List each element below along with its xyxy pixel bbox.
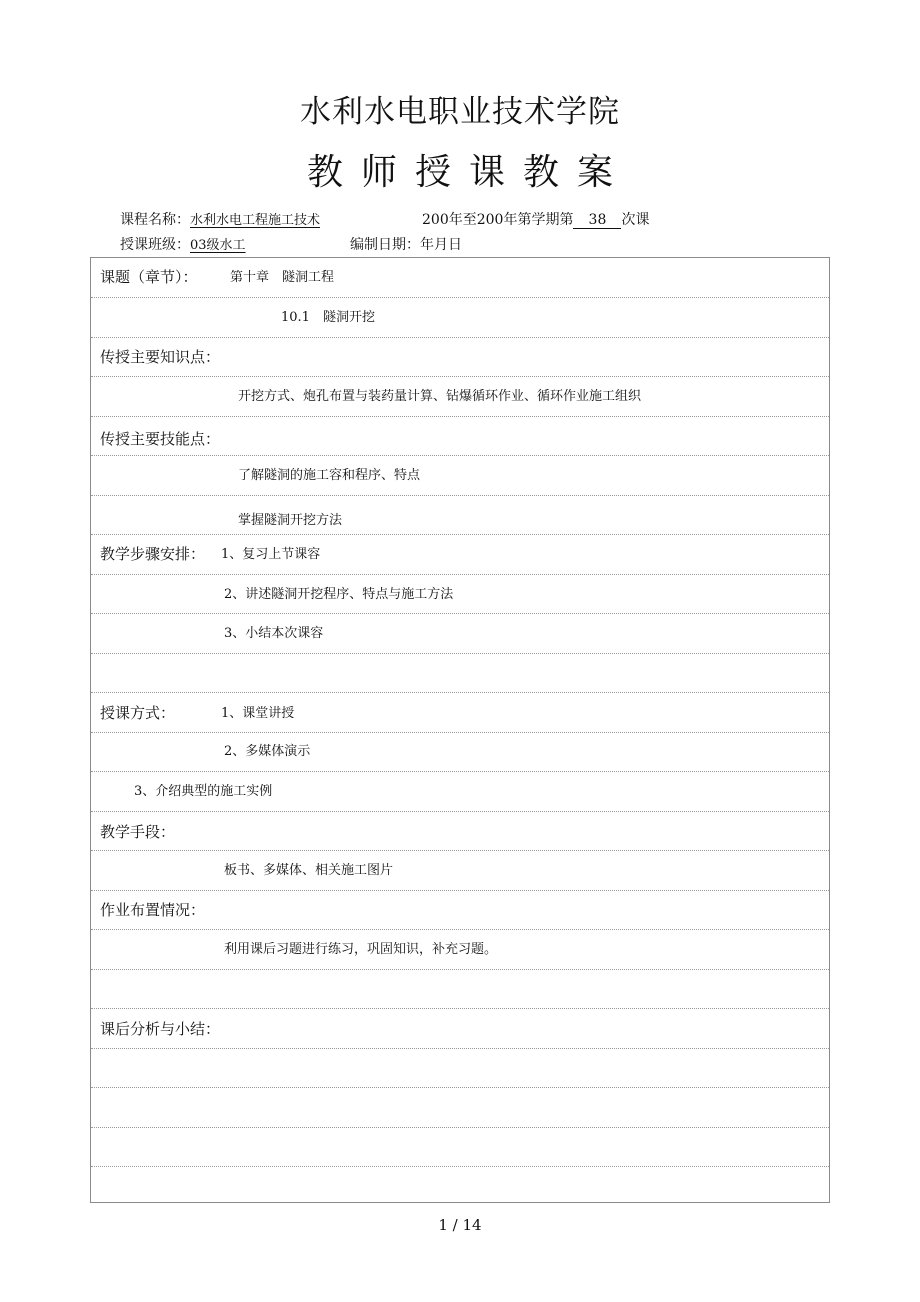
course-name-label: 课程名称： <box>120 212 190 228</box>
table-row-means-label <box>91 811 829 850</box>
skill-item-2: 掌握隧洞开挖方法 <box>238 513 343 528</box>
steps-label: 教学步骤安排： <box>100 545 206 563</box>
document-title: 教师授课教案 <box>306 152 631 193</box>
means-label: 教学手段： <box>100 823 176 841</box>
table-row-step-2 <box>91 574 829 613</box>
table-row-method <box>91 692 829 732</box>
course-name-value: 水利水电工程施工技术 <box>190 213 321 228</box>
table-row-empty <box>91 1087 829 1127</box>
date-label: 编制日期： <box>350 237 420 253</box>
class-line <box>120 235 246 256</box>
method-item-3: 3、介绍典型的施工实例 <box>134 784 273 799</box>
table-row-method-3 <box>91 771 829 811</box>
table-row-method-2 <box>91 732 829 771</box>
summary-label: 课后分析与小结： <box>100 1020 221 1038</box>
topic-chapter: 第十章 隧洞工程 <box>230 270 335 285</box>
topic-section: 10.1 隧洞开挖 <box>281 310 375 325</box>
knowledge-text: 开挖方式、炮孔布置与装药量计算、钻爆循环作业、循环作业施工组织 <box>238 389 642 404</box>
table-row-empty <box>91 653 829 692</box>
step-item-2: 2、讲述隧洞开挖程序、特点与施工方法 <box>224 587 454 602</box>
lesson-number: 38 <box>573 212 621 229</box>
lesson-plan-table <box>90 257 830 1203</box>
table-row-skill-label <box>91 416 829 455</box>
skill-item-1: 了解隧洞的施工容和程序、特点 <box>238 468 421 483</box>
class-value: 03级水工 <box>190 238 246 253</box>
table-row-homework-label <box>91 890 829 929</box>
table-row-means <box>91 850 829 890</box>
date-line <box>350 235 462 255</box>
class-label: 授课班级： <box>120 237 190 253</box>
lesson-suffix: 次课 <box>621 212 650 228</box>
table-row-empty <box>91 1127 829 1166</box>
method-item-1: 1、课堂讲授 <box>221 706 295 721</box>
term-text: 200年至200年第学期第 <box>422 212 574 228</box>
page-indicator: 1 / 14 <box>438 1216 482 1234</box>
step-item-1: 1、复习上节课容 <box>221 547 321 562</box>
table-row-skill-2 <box>91 495 829 534</box>
date-value: 年月日 <box>420 237 462 253</box>
homework-text: 利用课后习题进行练习，巩固知识，补充习题。 <box>224 942 498 957</box>
knowledge-label: 传授主要知识点： <box>100 348 221 366</box>
table-row-step-3 <box>91 613 829 653</box>
step-item-3: 3、小结本次课容 <box>224 626 324 641</box>
method-label: 授课方式： <box>100 704 176 722</box>
table-row-steps <box>91 534 829 574</box>
table-row-section <box>91 297 829 337</box>
table-row-homework <box>91 929 829 969</box>
method-item-2: 2、多媒体演示 <box>224 744 311 759</box>
skill-label: 传授主要技能点： <box>100 430 221 448</box>
table-row-skill-1 <box>91 455 829 495</box>
table-row-empty <box>91 1048 829 1087</box>
table-row-knowledge <box>91 376 829 416</box>
table-row-summary-label <box>91 1008 829 1048</box>
topic-label: 课题（章节）： <box>100 268 198 286</box>
means-text: 板书、多媒体、相关施工图片 <box>224 863 394 878</box>
table-row-empty <box>91 969 829 1008</box>
institution-title: 水利水电职业技术学院 <box>300 94 620 130</box>
homework-label: 作业布置情况： <box>100 901 206 919</box>
course-name-line <box>120 210 320 231</box>
table-row-knowledge-label <box>91 337 829 376</box>
table-row-topic <box>91 258 829 297</box>
table-row-empty <box>91 1166 829 1202</box>
term-line <box>422 210 649 230</box>
